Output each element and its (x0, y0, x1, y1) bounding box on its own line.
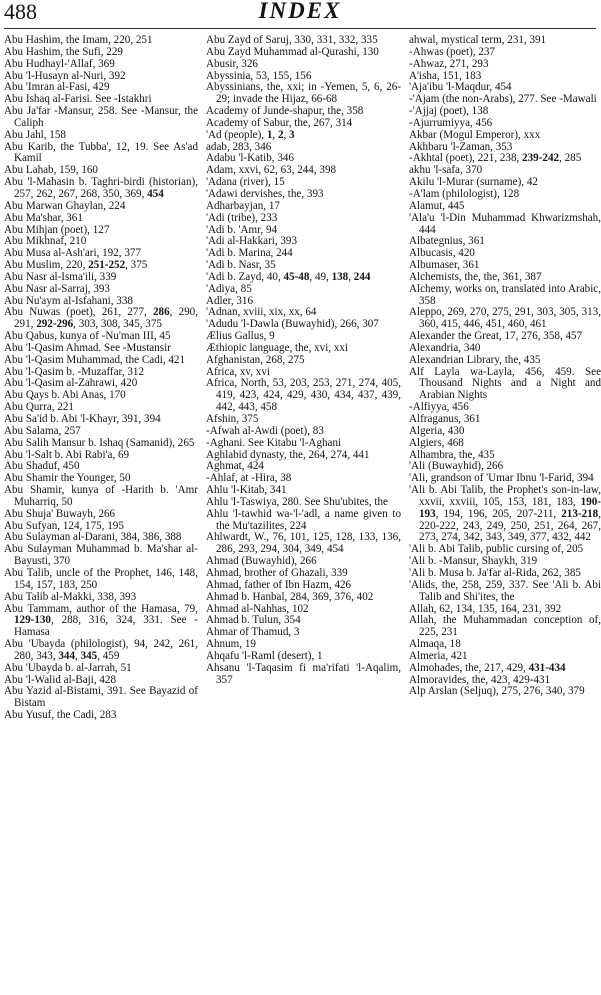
index-entry: Ahlu 'l-Kitab, 341 (206, 484, 287, 497)
index-entry: Alexandria, 340 (409, 341, 481, 354)
index-entry: Alp Arslan (Seljuq), 275, 276, 340, 379 (409, 685, 585, 698)
index-entry: Abu Zayd Muhammad al-Qurashi, 130 (206, 45, 379, 58)
index-entry: Abu Nasr al-Isma'ili, 339 (4, 270, 117, 283)
page-title: INDEX (258, 0, 342, 23)
index-entry: Aghmat, 424 (206, 460, 264, 473)
index-entry: -A'lam (philologist), 128 (409, 187, 520, 200)
index-entry: Abu Ja'far -Mansur, 258. See -Mansur, the Caliph (4, 105, 198, 129)
index-entry: Abu Sulayman Muhammad b. Ma'shar al-Bayusti, 370 (4, 543, 198, 568)
index-entry: Academy of Sabur, the, 267, 314 (206, 116, 353, 129)
index-entry: Abu Shaduf, 450 (4, 460, 80, 473)
index-entry: Aghlabid dynasty, the, 264, 274, 441 (206, 448, 370, 461)
index-entry: Akhbaru 'l-Zaman, 353 (409, 140, 513, 153)
index-entry: Akbar (Mogul Emperor), xxx (409, 128, 541, 141)
index-entry: Almeria, 421 (409, 649, 468, 662)
index-entry: Adam, xxvi, 62, 63, 244, 398 (206, 164, 337, 177)
index-entry: 'Ad (people), 1, 2, 3 (206, 128, 295, 141)
index-entry: Abu Muslim, 220, 251-252, 375 (4, 259, 148, 272)
index-entry: Abu 'l-Qasim Ahmad. See -Mustansir (4, 341, 171, 354)
index-entry: Ahqafu 'l-Raml (desert), 1 (206, 649, 323, 662)
index-entry: -Ahwaz, 271, 293 (409, 57, 489, 70)
index-entry: 'Adi (tribe), 233 (206, 211, 278, 224)
index-entry: Abu 'Ubayda (philologist), 94, 242, 261, 280, 343, 344, 345, 459 (4, 638, 198, 662)
index-entry: ahwal, mystical term, 231, 391 (409, 34, 547, 46)
index-entry: Adler, 316 (206, 294, 254, 307)
index-entry: Ahnum, 19 (206, 638, 256, 651)
index-entry: Abu Hudhayl-'Allaf, 369 (4, 57, 115, 70)
index-column-1 (4, 35, 198, 722)
index-entry: Abu Shamir, kunya of -Harith b. 'Amr Muharriq, 50 (4, 484, 198, 508)
index-entry: Abu 'Ubayda b. al-Jarrah, 51 (4, 661, 132, 674)
index-entry: -'Ajam (the non-Arabs), 277. See -Mawali (409, 93, 597, 106)
index-entry: -Akhtal (poet), 221, 238, 239-242, 285 (409, 152, 582, 165)
index-entry: Alchemy, works on, translated into Arabic, 358 (409, 282, 601, 307)
index-entry: Allah, the Muhammadan conception of, 225, 231 (409, 614, 601, 639)
index-entry: 'Adi b. Nasr, 35 (206, 259, 276, 272)
index-entry: 'Adiya, 85 (206, 282, 252, 295)
index-entry: Ahmad (Buwayhid), 266 (206, 555, 317, 568)
index-entry: Abu Shuja' Buwayh, 266 (4, 507, 116, 520)
index-entry: Abusir, 326 (206, 57, 258, 70)
index-column-3 (409, 35, 601, 722)
index-entry: 'Ali b. Musa b. Ja'far al-Rida, 262, 385 (409, 566, 581, 579)
index-entry: Abu Talib, uncle of the Prophet, 146, 148, 154, 157, 183, 250 (4, 566, 198, 591)
index-entry: Abu Nuwas (poet), 261, 277, 286, 290, 291, 292-296, 303, 308, 345, 375 (4, 306, 199, 331)
index-entry: Afghanistan, 268, 275 (206, 353, 305, 366)
index-entry: Abu Sulayman al-Darani, 384, 386, 388 (4, 531, 182, 544)
index-entry: 'Aja'ibu 'l-Maqdur, 454 (409, 81, 512, 94)
index-entry: 'Ali b. Abi Talib, the Prophet's son-in-law, xxvii, xxviii, 105, 153, 181, 183, 190-193, 194, 196, 205, 207-211, 213-218, 220-222, 243, 249, 250, 251, 264, 267, 273, 274, 342, 343, 349, 377, 432, 442 (409, 484, 601, 544)
index-entry: 'Alids, the, 258, 259, 337. See 'Ali b. Abi Talib and Shi'ites, the (409, 578, 601, 603)
index-column-2 (206, 35, 401, 722)
index-entry: -Ahlaf, at -Hira, 38 (206, 472, 292, 485)
index-entry: 'Adi al-Hakkari, 393 (206, 235, 298, 248)
index-entry: Almaqa, 18 (409, 638, 461, 651)
index-entry: Abu Nasr al-Sarraj, 393 (4, 282, 110, 295)
index-entry: 'Adi b. Zayd, 40, 45-48, 49, 138, 244 (206, 270, 371, 283)
index-entry: Algiers, 468 (409, 436, 464, 449)
index-entry: Abyssinians, the, xxi; in -Yemen, 5, 6, 26-29; invade the Hijaz, 66-68 (206, 81, 401, 106)
index-entry: Alexander the Great, 17, 276, 358, 457 (409, 330, 583, 343)
index-entry: Academy of Junde-shapur, the, 358 (206, 105, 364, 118)
index-entry: Abu Ishaq al-Farisi. See -Istakhri (4, 93, 152, 106)
index-entry: Abu 'l-Salt b. Abi Rabi'a, 69 (4, 448, 130, 461)
index-entry: adab, 283, 346 (206, 140, 272, 153)
index-entry: Abu Mihjan (poet), 127 (4, 223, 110, 236)
index-entry: Algeria, 430 (409, 424, 465, 437)
index-entry: Abu Marwan Ghaylan, 224 (4, 199, 126, 212)
index-entry: Abu 'l-Husayn al-Nuri, 392 (4, 69, 126, 82)
index-entry: -'Ajjaj (poet), 138 (409, 105, 489, 118)
index-entry: Abu Qays b. Abi Anas, 170 (4, 389, 126, 402)
index-entry: Africa, North, 53, 203, 253, 271, 274, 405, 419, 423, 424, 429, 430, 434, 437, 439, 442, 443, 458 (206, 377, 401, 414)
index-entry: Abu 'Imran al-Fasi, 429 (4, 81, 110, 94)
index-entry: Afshin, 375 (206, 413, 259, 425)
index-entry: Akilu 'l-Murar (surname), 42 (409, 176, 538, 189)
index-entry: Africa, xv, xvi (206, 365, 270, 378)
index-entry: Alchemists, the, the, 361, 387 (409, 270, 542, 283)
index-entry: Abu 'l-Qasim al-Zahrawi, 420 (4, 377, 138, 390)
index-entry: Ahmad, brother of Ghazali, 339 (206, 566, 348, 579)
index-entry: Ahmad al-Nahhas, 102 (206, 602, 309, 615)
index-entry: Albucasis, 420 (409, 247, 475, 260)
index-entry: Ahlu 'l-tawhid wa-'l-'adl, a name given to the Mu'tazilites, 224 (206, 507, 401, 532)
index-entry: 'Adnan, xviii, xix, xx, 64 (206, 306, 317, 319)
index-entry: Abu Lahab, 159, 160 (4, 164, 98, 177)
index-entry: Ahmad b. Tulun, 354 (206, 614, 301, 627)
index-entry: 'Ali b. -Mansur, Shaykh, 319 (409, 555, 538, 568)
index-entry: Abu 'l-Mahasin b. Taghri-birdi (historian), 257, 262, 267, 268, 350, 369, 454 (4, 176, 198, 200)
index-entry: -Aghani. See Kitabu 'l-Aghani (206, 436, 342, 449)
index-entry: Abu Sufyan, 124, 175, 195 (4, 519, 124, 532)
index-entry: 'Adi b. 'Amr, 94 (206, 223, 278, 236)
page-header (4, 0, 596, 29)
index-entry: Albumaser, 361 (409, 259, 480, 272)
index-entry: Abu Talib al-Makki, 338, 393 (4, 590, 137, 603)
index-entry: Almohades, the, 217, 429, 431-434 (409, 661, 566, 674)
index-entry: 'Ala'u 'l-Din Muhammad Khwarizmshah, 444 (409, 211, 601, 236)
index-entry: Abu Shamir the Younger, 50 (4, 472, 131, 485)
page-number: 488 (4, 0, 37, 24)
index-entry: Abyssinia, 53, 155, 156 (206, 69, 312, 82)
index-entry: Abu Salih Mansur b. Ishaq (Samanid), 265 (4, 436, 195, 449)
index-entry: -Afwah al-Awdi (poet), 83 (206, 424, 324, 437)
index-entry: Alhambra, the, 435 (409, 448, 495, 461)
index-entry: -Alfiyya, 456 (409, 401, 469, 414)
index-entry: 'Ali, grandson of 'Umar Ibnu 'l-Farid, 394 (409, 472, 594, 485)
index-entry: Alf Layla wa-Layla, 456, 459. See Thousand Nights and a Night and Arabian Nights (409, 365, 601, 402)
index-entry: 'Ali b. Abi Talib, public cursing of, 205 (409, 543, 584, 556)
index-entry: akhu 'l-safa, 370 (409, 164, 483, 177)
index-entry: Ahmar of Thamud, 3 (206, 626, 300, 639)
index-entry: Abu Tammam, author of the Hamasa, 79, 129-130, 288, 316, 324, 331. See -Hamasa (4, 602, 198, 639)
index-entry: A'isha, 151, 183 (409, 69, 482, 82)
index-entry: Alfraganus, 361 (409, 413, 481, 425)
index-entry: 'Adudu 'l-Dawla (Buwayhid), 266, 307 (206, 318, 379, 331)
index-entry: Æthiopic language, the, xvi, xxi (206, 341, 349, 354)
index-entry: Allah, 62, 134, 135, 164, 231, 392 (409, 602, 562, 615)
index-entry: Abu Ma'shar, 361 (4, 211, 83, 224)
index-entry: Ælius Gallus, 9 (206, 330, 275, 343)
index-entry: Aleppo, 269, 270, 275, 291, 303, 305, 313, 360, 415, 446, 451, 460, 461 (409, 306, 601, 331)
index-entry: Alamut, 445 (409, 199, 465, 212)
index-entry: 'Adi b. Marina, 244 (206, 247, 293, 260)
index-entry: Abu Yusuf, the Cadi, 283 (4, 709, 117, 722)
index-entry: Abu Nu'aym al-Isfahani, 338 (4, 294, 133, 307)
index-entry: Albategnius, 361 (409, 235, 485, 248)
index-entry: Abu Sa'id b. Abi 'l-Khayr, 391, 394 (4, 413, 161, 425)
index-entry: Abu Karib, the Tubba', 12, 19. See As'ad Kamil (4, 140, 198, 165)
index-entry: Abu 'l-Walid al-Baji, 428 (4, 673, 117, 686)
index-entry: 'Adawi dervishes, the, 393 (206, 187, 324, 200)
index-entry: Abu 'l-Qasim Muhammad, the Cadi, 421 (4, 353, 186, 366)
index-entry: Abu Musa al-Ash'ari, 192, 377 (4, 247, 141, 260)
index-entry: Abu Yazid al-Bistami, 391. See Bayazid of Bistam (4, 685, 198, 710)
index-entry: -Ahwas (poet), 237 (409, 45, 495, 58)
index-entry: Ahsanu 'l-Taqasim fi ma'rifati 'l-Aqalim, 357 (206, 661, 401, 686)
index-entry: Abu Qurra, 221 (4, 401, 74, 414)
index-entry: Abu Hashim, the Imam, 220, 251 (4, 34, 153, 46)
index-entry: Ahlu 'l-Taswiya, 280. See Shu'ubites, the (206, 495, 388, 508)
index-entry: -Ajurrumiyya, 456 (409, 116, 493, 129)
index-entry: Almoravides, the, 423, 429-431 (409, 673, 551, 686)
index-entry: Adabu 'l-Katib, 346 (206, 152, 294, 165)
index-entry: Abu Salama, 257 (4, 424, 81, 437)
index-entry: Ahmad, father of Ibn Hazm, 426 (206, 578, 352, 591)
index-entry: Abu Qabus, kunya of -Nu'man III, 45 (4, 330, 171, 343)
index-entry: Abu Zayd of Saruj, 330, 331, 332, 335 (206, 34, 378, 46)
index-entry: Abu Jahl, 158 (4, 128, 66, 141)
index-entry: Abu Mikhnaf, 210 (4, 235, 87, 248)
index-entry: Alexandrian Library, the, 435 (409, 353, 541, 366)
index-entry: Ahlwardt, W., 76, 101, 125, 128, 133, 136, 286, 293, 294, 304, 349, 454 (206, 531, 401, 556)
index-entry: Ahmad b. Hanbal, 284, 369, 376, 402 (206, 590, 374, 603)
index-columns (4, 34, 601, 722)
index-entry: Adharbayjan, 17 (206, 199, 280, 212)
index-entry: Abu 'l-Qasim b. -Muzaffar, 312 (4, 365, 144, 378)
index-entry: 'Adana (river), 15 (206, 176, 285, 189)
index-entry: Abu Hashim, the Sufi, 229 (4, 45, 123, 58)
index-entry: 'Ali (Buwayhid), 266 (409, 460, 504, 473)
